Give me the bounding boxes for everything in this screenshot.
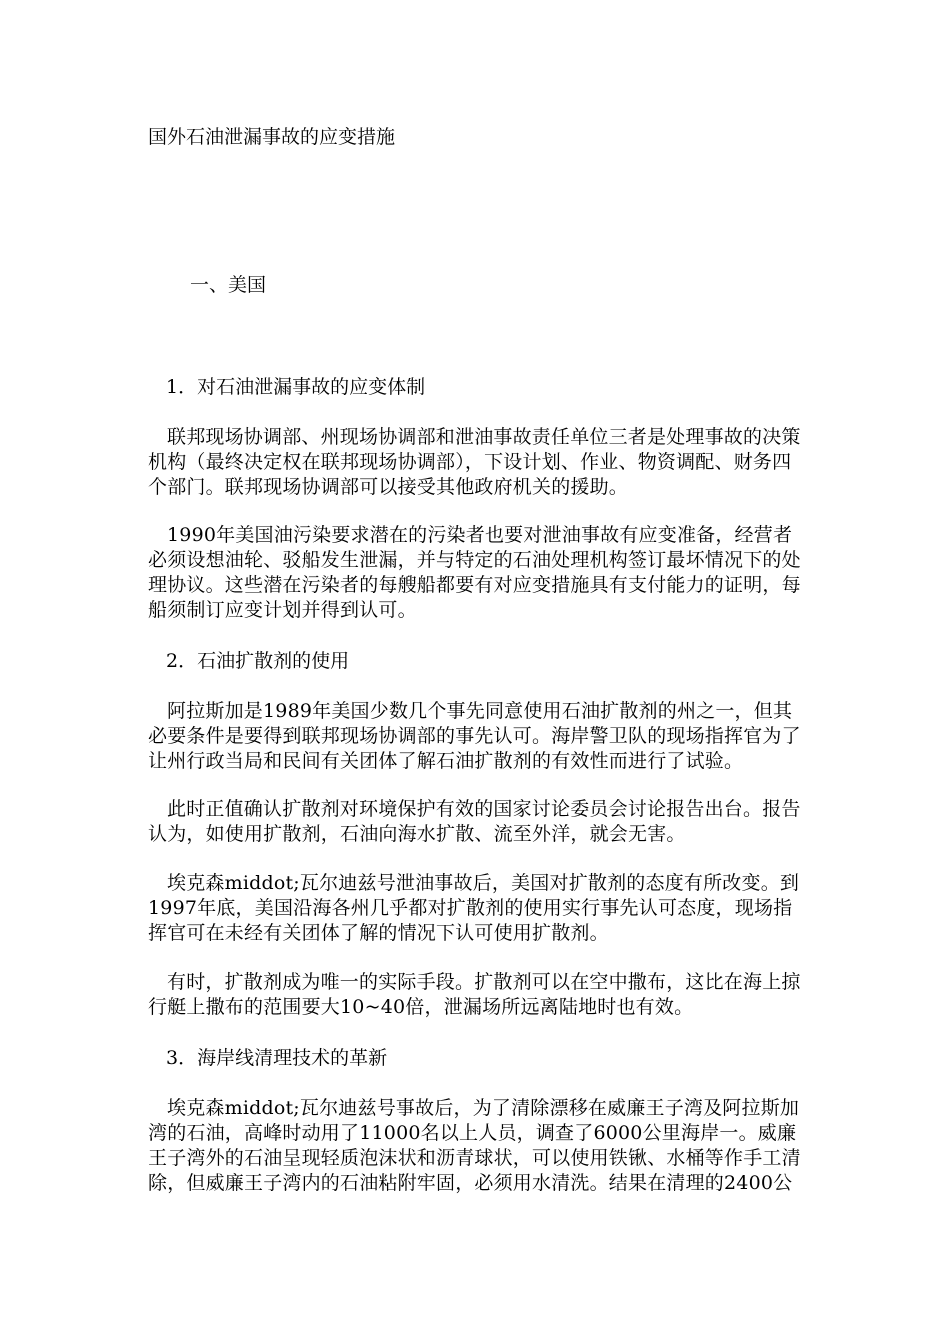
subheading-shoreline-cleanup: 3．海岸线清理技术的革新 xyxy=(166,1047,388,1069)
paragraph-7: 埃克森middot;瓦尔迪兹号事故后，为了清除漂移在威廉王子湾及阿拉斯加湾的石油，高峰时动用了11000名以上人员，调查了6000公里海岸一。威廉王子湾外的石油呈现轻质泡沫状和沥青球状，可以使用铁锹、水桶等作手工清除，但威廉王子湾内的石油粘附牢固，必须用水清洗。结果在清理的2400公 xyxy=(148,1097,801,1194)
paragraph-1: 联邦现场协调部、州现场协调部和泄油事故责任单位三者是处理事故的决策机构（最终决定权在联邦现场协调部），下设计划、作业、物资调配、财务四个部门。联邦现场协调部可以接受其他政府机关的援助。 xyxy=(148,426,801,498)
paragraph-6: 有时，扩散剂成为唯一的实际手段。扩散剂可以在空中撒布，这比在海上掠行艇上撒布的范围要大10~40倍，泄漏场所远离陆地时也有效。 xyxy=(148,971,801,1018)
paragraph-5: 埃克森middot;瓦尔迪兹号泄油事故后，美国对扩散剂的态度有所改变。到1997年底，美国沿海各州几乎都对扩散剂的使用实行事先认可态度，现场指挥官可在未经有关团体了解的情况下认可使用扩散剂。 xyxy=(148,872,800,944)
subheading-response-system: 1．对石油泄漏事故的应变体制 xyxy=(166,376,426,398)
paragraph-4: 此时正值确认扩散剂对环境保护有效的国家讨论委员会讨论报告出台。报告认为，如使用扩散剂，石油向海水扩散、流至外洋，就会无害。 xyxy=(148,798,801,845)
paragraph-2: 1990年美国油污染要求潜在的污染者也要对泄油事故有应变准备，经营者必须设想油轮、驳船发生泄漏，并与特定的石油处理机构签订最坏情况下的处理协议。这些潜在污染者的每艘船都要有对应变措施具有支付能力的证明，每船须制订应变计划并得到认可。 xyxy=(148,524,801,621)
section-heading-usa: 一、美国 xyxy=(190,274,267,296)
paragraph-3: 阿拉斯加是1989年美国少数几个事先同意使用石油扩散剂的州之一，但其必要条件是要得到联邦现场协调部的事先认可。海岸警卫队的现场指挥官为了让州行政当局和民间有关团体了解石油扩散剂的有效性而进行了试验。 xyxy=(148,700,801,772)
subheading-dispersant-use: 2．石油扩散剂的使用 xyxy=(166,650,350,672)
document-title: 国外石油泄漏事故的应变措施 xyxy=(148,126,396,148)
